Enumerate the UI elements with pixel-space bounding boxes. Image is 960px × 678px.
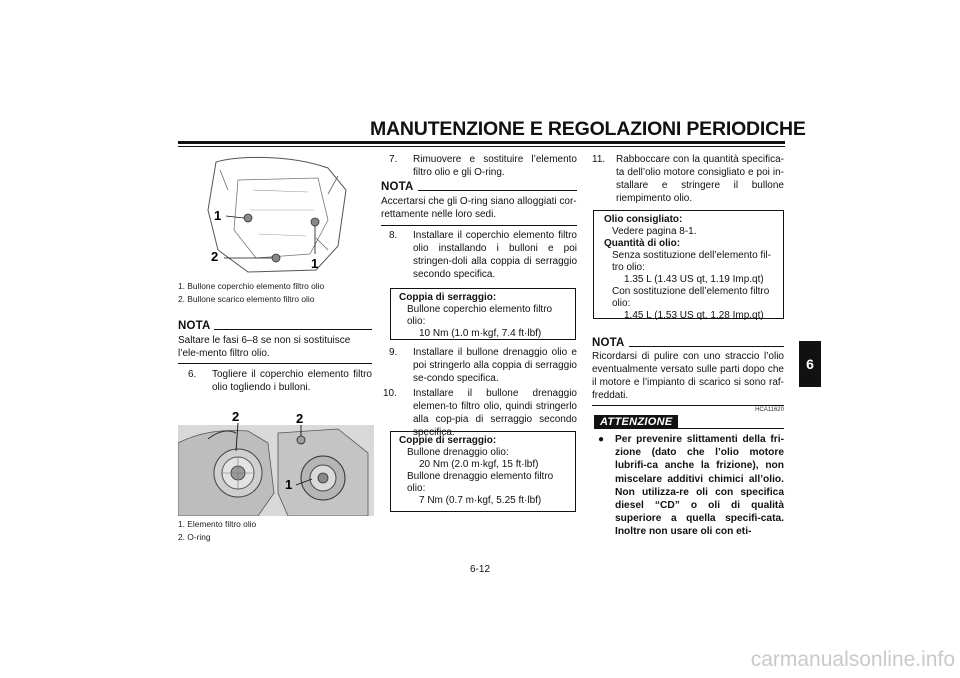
torque-box-cover-title: Coppia di serraggio: [399, 292, 497, 303]
figure1-callout-2: 2 [211, 249, 219, 264]
torque-box-cover [390, 288, 576, 340]
step-7-text: Rimuovere e sostituire l’elemento filtro olio e gli O-ring. [413, 154, 577, 178]
attention-rule [678, 428, 784, 429]
attention-badge: ATTENZIONE [594, 415, 678, 429]
figure1-caption-1: 1. Bullone coperchio elemento filtro olio [178, 281, 325, 291]
nota2-heading: NOTA [381, 181, 414, 193]
step-6-number: 6. [188, 369, 197, 380]
step-10-text: Installare il bullone drenaggio elemen-to filtro olio, quindi stringerlo alla cop-pia di serraggio secondo specifica. [413, 388, 577, 438]
figure2-callout-1: 1 [285, 477, 293, 492]
nota3-bottom-rule [592, 405, 784, 406]
figure1-caption-2: 2. Bullone scarico elemento filtro olio [178, 294, 315, 304]
header-rule-thin [178, 146, 785, 147]
figure2-caption-2: 2. O-ring [178, 532, 211, 542]
step-8 [389, 229, 577, 285]
oil-quantity-value2: 1.45 L (1.53 US qt, 1.28 Imp.qt) [624, 310, 764, 321]
chapter-tab[interactable]: 6 [799, 341, 821, 387]
step-6-text: Togliere il coperchio elemento filtro olio togliendo i bulloni. [212, 369, 372, 393]
page-number: 6-12 [469, 564, 490, 575]
torque-box-drain-value2: 7 Nm (0.7 m·kgf, 5.25 ft·lbf) [419, 495, 542, 506]
step-8-text: Installare il coperchio elemento filtro olio installando i bulloni e poi stringen-doli alla coppia di serraggio secondo specifica. [413, 230, 577, 280]
figure1-caption [178, 280, 378, 306]
step-7 [389, 153, 577, 181]
torque-box-drain [390, 431, 576, 512]
oil-quantity-value1: 1.35 L (1.43 US qt, 1.19 Imp.qt) [624, 274, 764, 285]
attention-bullet: ● [598, 434, 605, 445]
nota3-rule [629, 346, 784, 347]
torque-box-drain-value1: 20 Nm (2.0 m·kgf, 15 ft·lbf) [419, 459, 539, 470]
step-7-number: 7. [389, 154, 398, 165]
oil-quantity-line2: tro olio: [612, 262, 645, 273]
step-10-number: 10. [383, 388, 397, 399]
nota1-heading: NOTA [178, 320, 211, 332]
page-header-title: MANUTENZIONE E REGOLAZIONI PERIODICHE [370, 118, 806, 140]
attention-text: Per prevenire slittamenti della fri-zione (dato che l’olio motore lubrifi-ca anche la frizione), non miscelare additivi chimici all’olio. Non utilizza-re oli con specifica diesel “CD” o oli di qualità superiore a quella specifi-cata. Inoltre non usare oli con eti- [615, 434, 784, 538]
torque-box-cover-line2: olio: [407, 316, 426, 327]
step-10 [383, 387, 577, 438]
nota2-bottom-rule [381, 225, 577, 226]
nota2-text: Accertarsi che gli O-ring siano alloggiati cor-rettamente nelle loro sedi. [381, 196, 577, 220]
figure1-callout-3: 1 [311, 256, 319, 271]
oil-quantity-title: Quantità di olio: [604, 238, 681, 249]
oil-spec-title: Olio consigliato: [604, 214, 683, 225]
step-11-text: Rabboccare con la quantità specifica-ta dell’olio motore consigliato e poi in-stallare e stringere il bullone riempimento olio. [616, 154, 784, 204]
nota1-text: Saltare le fasi 6–8 se non si sostituisce l’ele-mento filtro olio. [178, 335, 351, 359]
figure2-callout-2b: 2 [296, 411, 304, 426]
step-9-text: Installare il bullone drenaggio olio e poi stringerlo alla coppia di serraggio se-condo specifica. [413, 347, 577, 384]
step-8-number: 8. [389, 230, 398, 241]
torque-box-drain-line4: olio: [407, 483, 426, 494]
torque-box-cover-value: 10 Nm (1.0 m·kgf, 7.4 ft·lbf) [419, 328, 542, 339]
oil-spec-reference: Vedere pagina 8-1. [612, 226, 697, 237]
figure-oil-filter-cover [178, 150, 374, 278]
nota3-heading: NOTA [592, 337, 625, 349]
torque-box-cover-line1: Bullone coperchio elemento filtro [407, 304, 553, 315]
step-11-number: 11. [592, 154, 606, 165]
nota1-rule [214, 329, 372, 330]
watermark[interactable]: carmanualsonline.info [750, 648, 955, 671]
figure2-caption [178, 518, 378, 544]
figure2-callout-2a: 2 [232, 409, 240, 424]
step-9 [389, 346, 577, 386]
header-rule [178, 141, 785, 144]
torque-box-drain-line3: Bullone drenaggio elemento filtro [407, 471, 554, 482]
figure-oil-filter-element [178, 403, 374, 516]
step-11 [592, 153, 784, 209]
step-9-number: 9. [389, 347, 398, 358]
oil-quantity-line1: Senza sostituzione dell’elemento fil- [612, 250, 771, 261]
attention-code: HCA11620 [755, 407, 784, 413]
figure1-callout-1: 1 [214, 208, 222, 223]
nota2-rule [418, 190, 577, 191]
oil-spec-box [593, 210, 784, 319]
nota3-text: Ricordarsi di pulire con uno straccio l’olio eventualmente versato sulle parti dopo che il motore e l’impianto di scarico si sono raf-freddati. [592, 351, 784, 401]
oil-quantity-line4: olio: [612, 298, 631, 309]
oil-quantity-line3: Con sostituzione dell’elemento filtro [612, 286, 770, 297]
nota1-bottom-rule [178, 363, 372, 364]
figure2-caption-1: 1. Elemento filtro olio [178, 519, 257, 529]
torque-box-drain-title: Coppie di serraggio: [399, 435, 497, 446]
step-6 [188, 368, 372, 396]
torque-box-drain-line1: Bullone drenaggio olio: [407, 447, 509, 458]
